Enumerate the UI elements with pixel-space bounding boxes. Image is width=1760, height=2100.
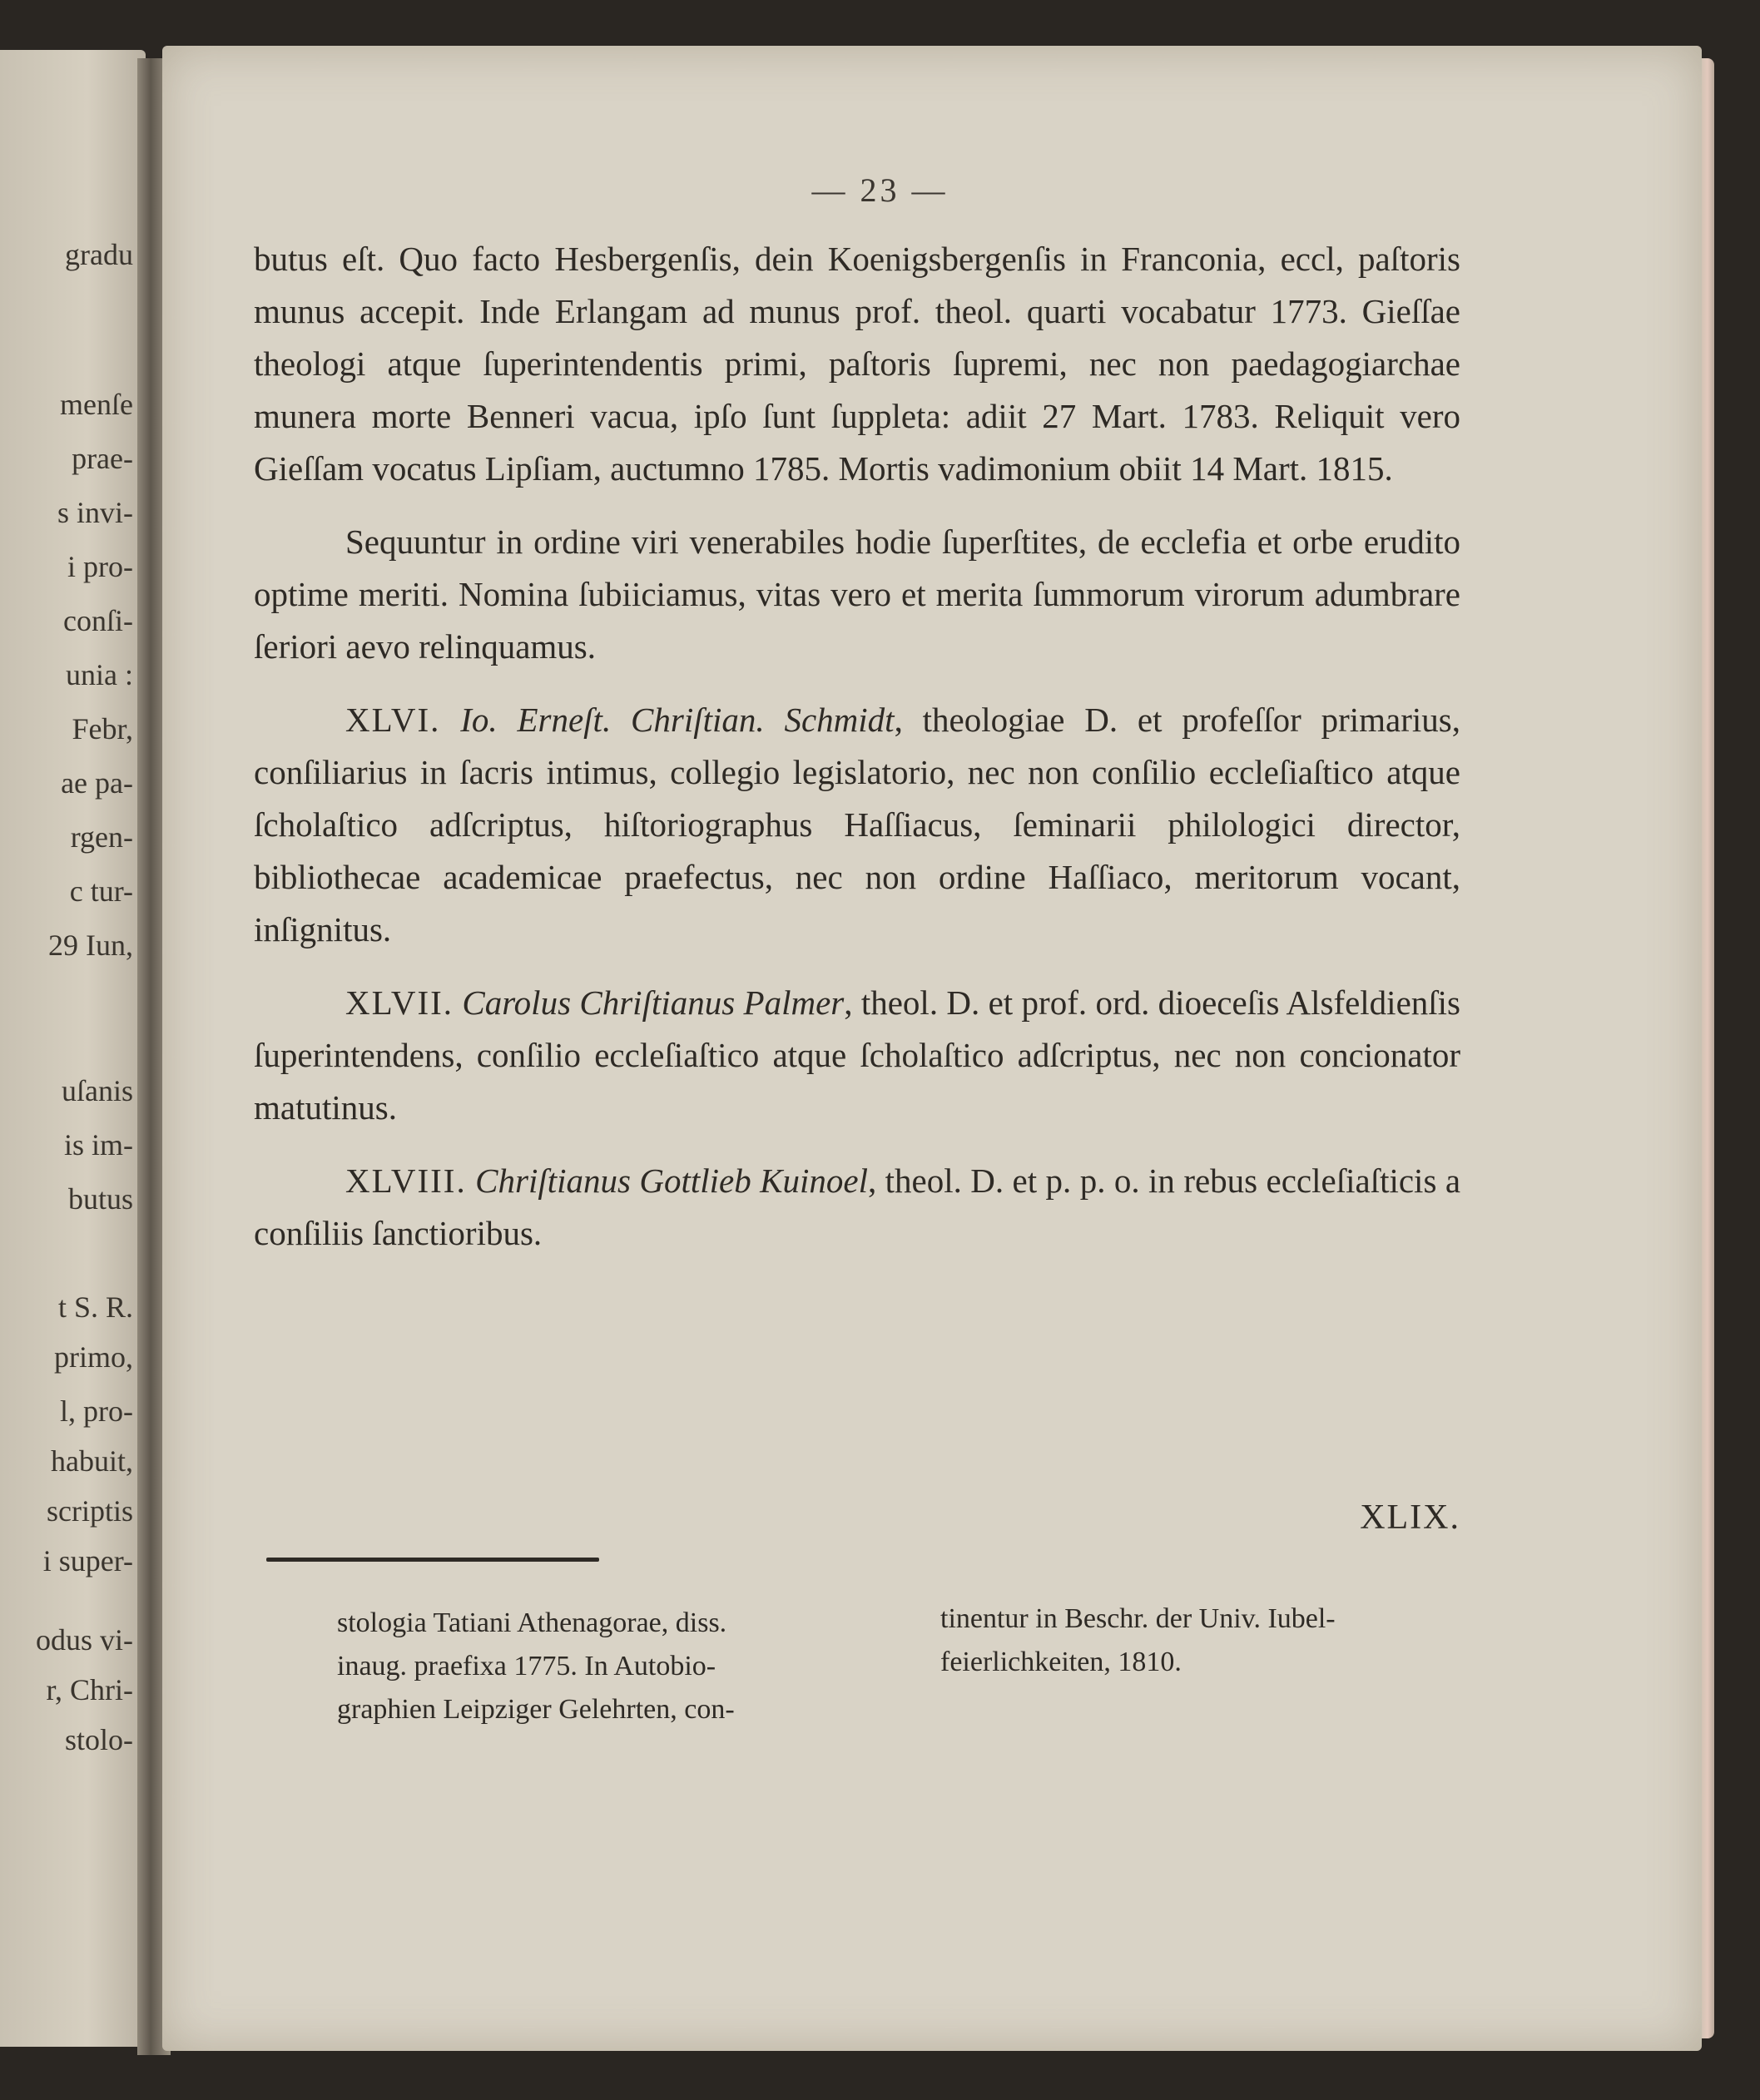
footnote-rule	[266, 1558, 599, 1562]
entry-number: XLVIII.	[345, 1161, 467, 1200]
entry-xlvii	[254, 977, 1460, 1134]
footnote-line: graphien Leipziger Gelehrten, con-	[337, 1694, 735, 1725]
paragraph-2: Sequuntur in ordine viri venerabiles hodie ſuperſtites, de ecclefia et orbe erudito optime meriti. Nomina ſubiiciamus, vitas vero et merita ſummorum virorum adumbrare ſeriori aevo relinquamus.	[254, 523, 1460, 666]
footnote-line: inaug. praefixa 1775. In Autobio-	[337, 1651, 716, 1681]
margin-fragment: conſi-	[63, 604, 133, 637]
margin-fragment: ae pa-	[61, 766, 133, 800]
margin-fragment: scriptis	[47, 1494, 133, 1528]
margin-fragment: primo,	[54, 1340, 133, 1374]
paragraph-1: butus eſt. Quo facto Hesbergenſis, dein Koenigsbergenſis in Franconia, eccl, paſtoris munus accepit. Inde Erlangam ad munus prof. theol. quarti vocabatur 1773. Gieſſae theologi atque ſuperintendentis primi, paſtoris ſupremi, nec non paedagogiarchae munera morte Benneri vacua, ipſo ſunt ſuppleta: adiit 27 Mart. 1783. Reliquit vero Gieſſam vocatus Lipſiam, auctumno 1785. Mortis vadimonium obiit 14 Mart. 1815.	[254, 240, 1460, 488]
entry-number: XLVII.	[345, 983, 454, 1022]
margin-fragment: s invi-	[57, 496, 133, 529]
margin-fragment: rgen-	[70, 820, 133, 854]
entry-text: , theol. D. et prof. ord. dioeceſis Alsfeldienſis ſuperintendens, conſilio eccleſiaſtico atque ſcholaſtico adſcriptus, nec non concionator matutinus.	[254, 983, 1461, 1127]
margin-fragment: 29 Iun,	[48, 929, 133, 962]
catchword: XLIX.	[1360, 1498, 1460, 1537]
footnote-line: tinentur in Beschr. der Univ. Iubel-	[940, 1603, 1336, 1634]
entry-name: Chriſtianus Gottlieb Kuinoel	[475, 1161, 868, 1200]
entry-number: XLVI.	[345, 701, 441, 739]
entry-name: Carolus Chriſtianus Palmer	[462, 983, 845, 1022]
margin-fragment: c tur-	[69, 874, 133, 908]
footnote-line: feierlichkeiten, 1810.	[940, 1647, 1182, 1677]
footnote-line: stologia Tatiani Athenagorae, diss.	[337, 1607, 727, 1638]
margin-fragment: butus	[67, 1182, 133, 1216]
margin-fragment: odus vi-	[36, 1623, 133, 1657]
margin-fragment: habuit,	[51, 1444, 133, 1478]
margin-fragment: Febr,	[72, 712, 133, 745]
margin-fragment: i super-	[42, 1544, 133, 1577]
margin-fragment: r, Chri-	[46, 1673, 133, 1706]
entry-text: , theol. D. et p. p. o. in rebus eccleſiaſticis a conſiliis ſanctioribus.	[254, 1161, 1461, 1252]
entry-xlviii	[254, 1155, 1460, 1260]
margin-fragment: i pro-	[67, 550, 133, 583]
margin-fragment: gradu	[65, 238, 133, 271]
margin-fragment: menſe	[60, 388, 133, 421]
margin-fragment: stolo-	[64, 1723, 133, 1756]
footnote-left	[337, 1602, 861, 1731]
entry-name: Io. Erneſt. Chriſtian. Schmidt	[460, 701, 895, 739]
page-header: — 23 —	[811, 171, 949, 209]
margin-fragment: uſanis	[62, 1074, 133, 1107]
entry-text: , theologiae D. et profeſſor primarius, conſiliarius in ſacris intimus, collegio legislatorio, nec non conſilio eccleſiaſtico atque ſcholaſtico adſcriptus, hiſtoriographus Haſſiacus, ſeminarii philologici director, bibliothecae academicae praefectus, nec non ordine Haſſiaco, meritorum vocant, inſignitus.	[254, 701, 1460, 948]
margin-fragment: l, pro-	[60, 1394, 133, 1428]
margin-fragment: is im-	[63, 1128, 133, 1161]
margin-fragment: unia :	[66, 658, 133, 691]
margin-fragment: t S. R.	[57, 1290, 133, 1324]
footnote-right	[940, 1597, 1465, 1684]
entry-xlvi	[254, 694, 1460, 956]
margin-fragment: praе-	[72, 442, 133, 475]
body-text	[254, 233, 1460, 1280]
